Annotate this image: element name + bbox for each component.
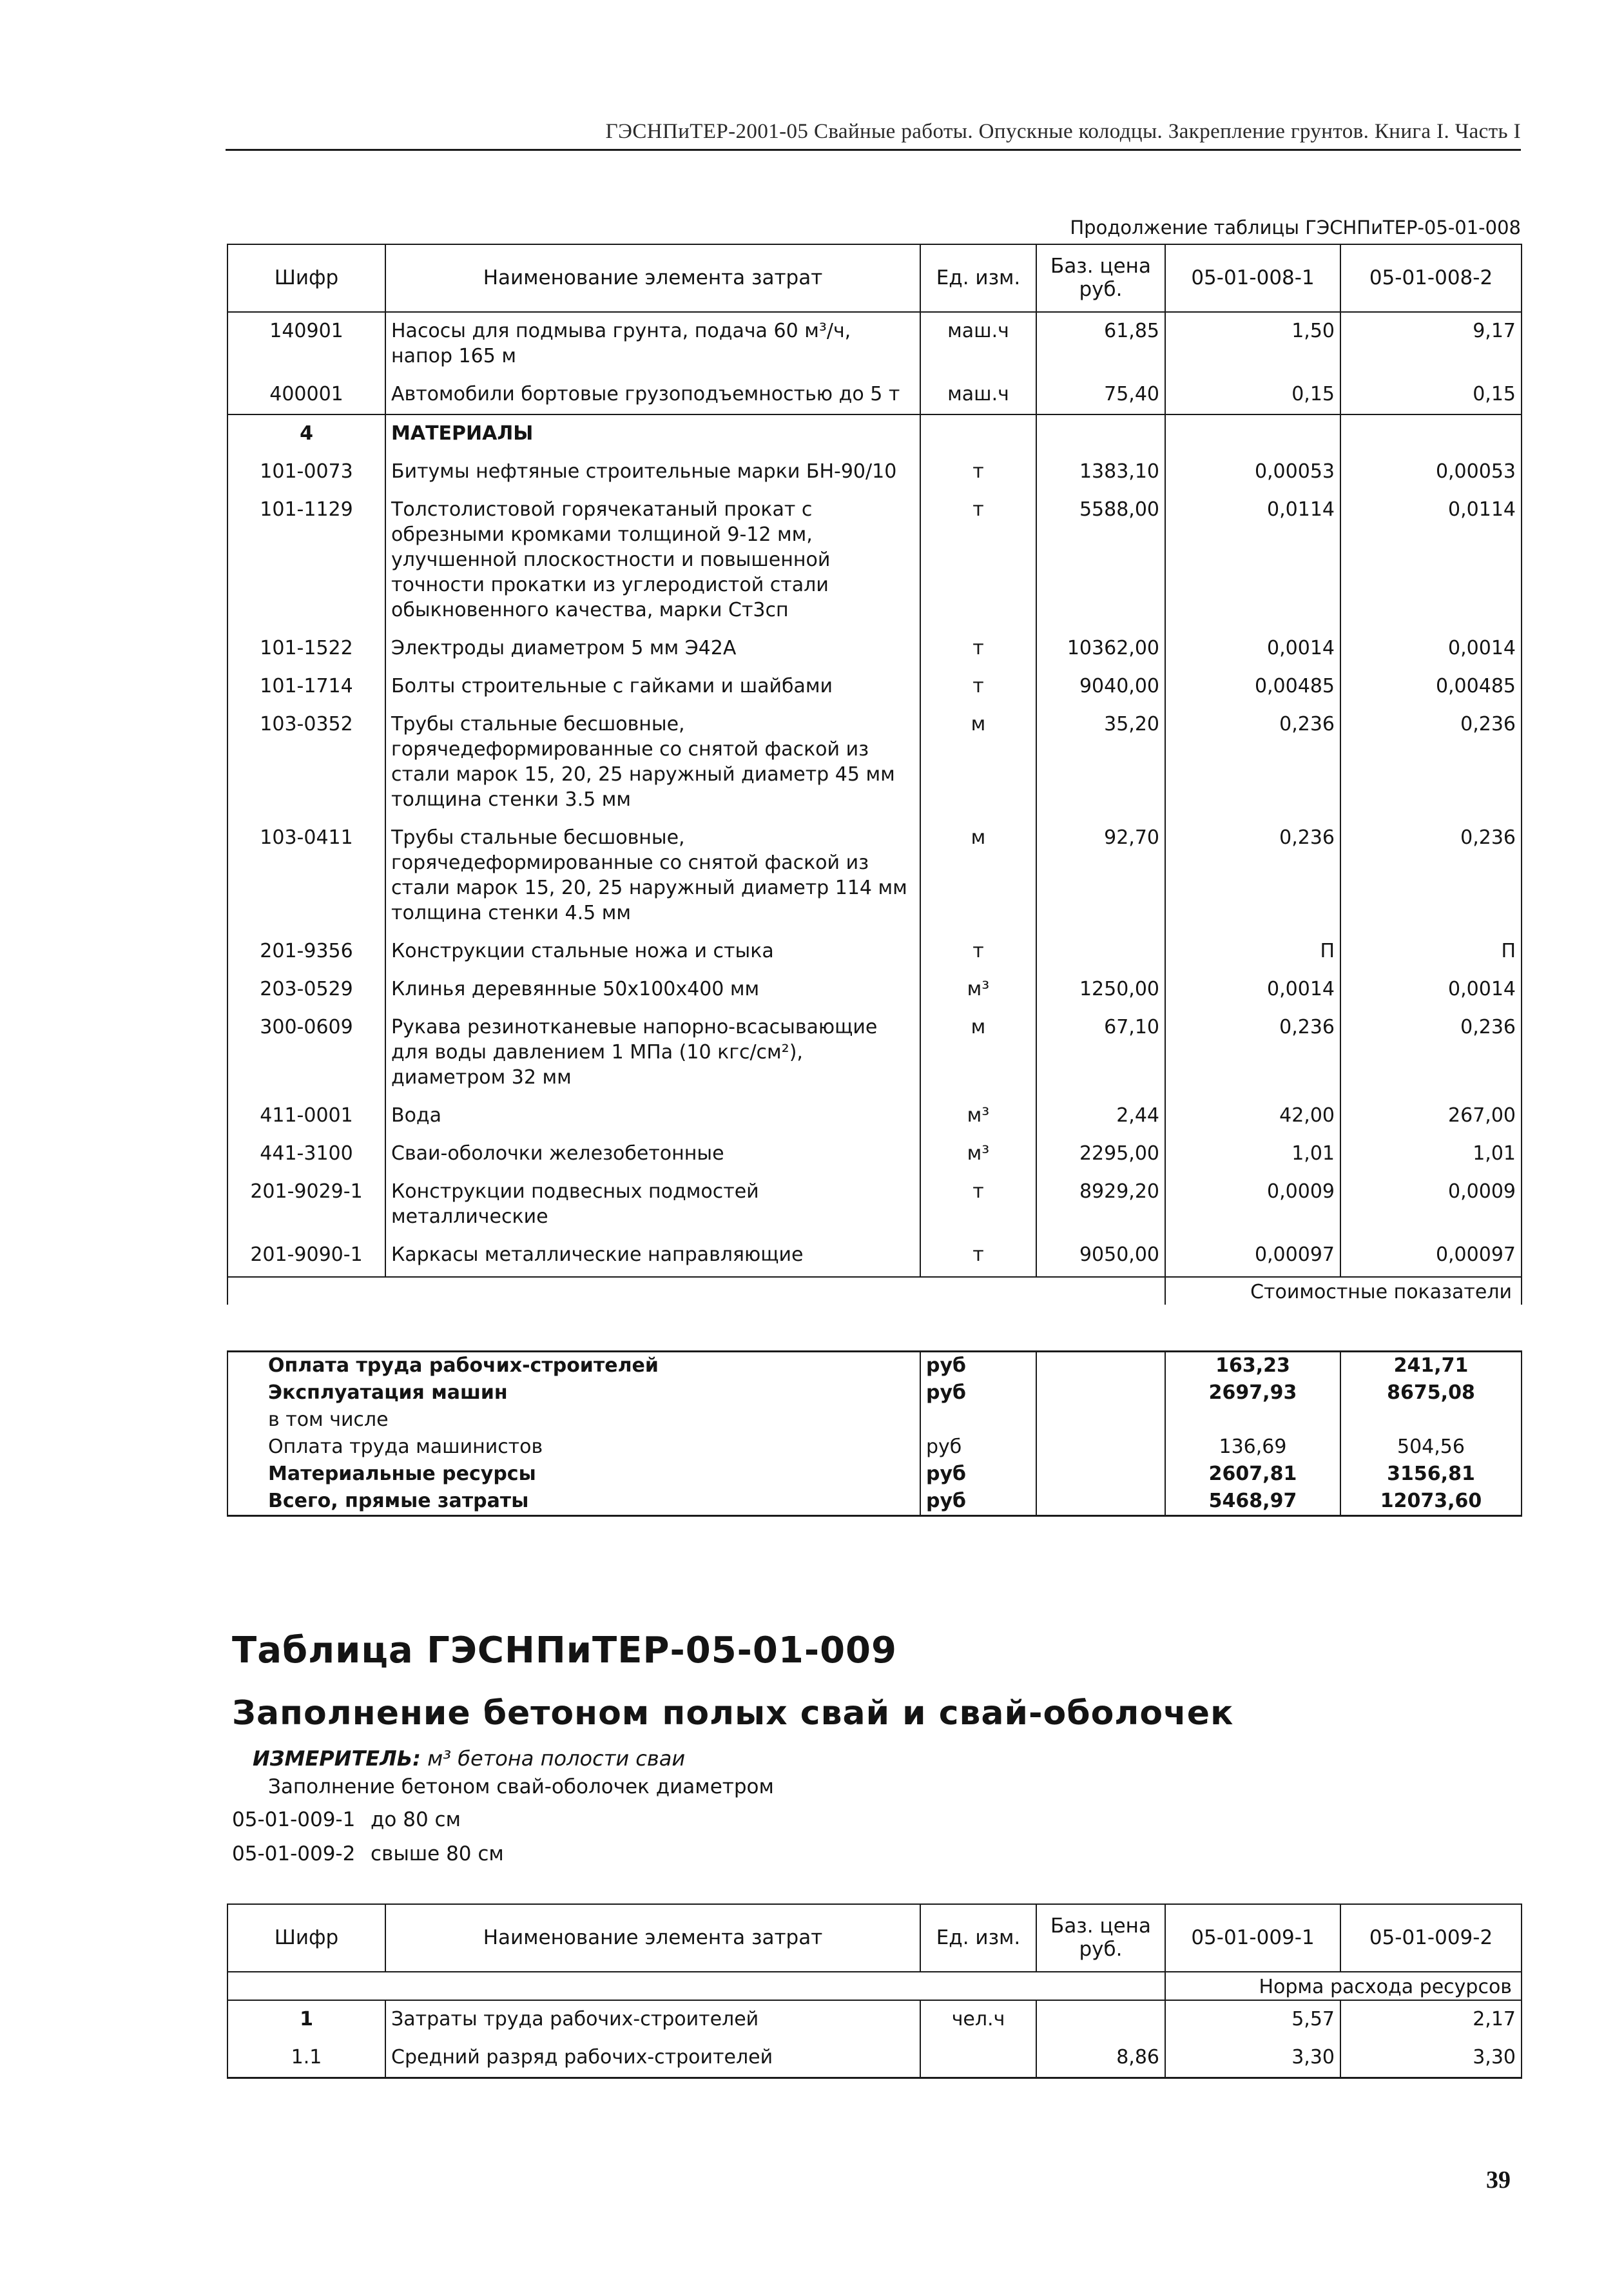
row-unit: м³	[920, 1135, 1036, 1173]
summary-row	[227, 1434, 1522, 1461]
row-value-2: 9,17	[1340, 312, 1522, 376]
row-name: Вода	[385, 1097, 920, 1135]
row-price	[1036, 414, 1165, 453]
row-value-2: 0,236	[1340, 706, 1522, 819]
row-unit: т	[920, 453, 1036, 491]
row-unit	[920, 414, 1036, 453]
summary-value-1: 163,23	[1165, 1352, 1340, 1380]
table-row	[227, 453, 1522, 491]
summary-spacer	[1036, 1434, 1165, 1461]
summary-value-1: 5468,97	[1165, 1488, 1340, 1516]
row-price: 1383,10	[1036, 453, 1165, 491]
row-value-1: 3,30	[1165, 2039, 1340, 2078]
table-row	[227, 630, 1522, 668]
row-unit: м	[920, 706, 1036, 819]
column-header: Шифр	[227, 1904, 385, 1972]
row-code: 441-3100	[227, 1135, 385, 1173]
row-value-1: 0,236	[1165, 1009, 1340, 1097]
row-code: 300-0609	[227, 1009, 385, 1097]
row-code: 201-9090-1	[227, 1236, 385, 1277]
row-unit: т	[920, 668, 1036, 706]
row-value-1: 0,00097	[1165, 1236, 1340, 1277]
row-code: 101-1714	[227, 668, 385, 706]
summary-value-2: 12073,60	[1340, 1488, 1522, 1516]
row-value-2: 0,00053	[1340, 453, 1522, 491]
summary-label: Всего, прямые затраты	[227, 1488, 920, 1516]
summary-label: Материальные ресурсы	[227, 1461, 920, 1488]
row-price: 92,70	[1036, 819, 1165, 933]
table-row	[227, 1009, 1522, 1097]
row-name: Затраты труда рабочих-строителей	[385, 2000, 920, 2039]
row-code: 101-1522	[227, 630, 385, 668]
column-header: 05-01-008-1	[1165, 244, 1340, 312]
row-name: Конструкции подвесных подмостей металлические	[385, 1173, 920, 1236]
column-header: Шифр	[227, 244, 385, 312]
row-value-2: 2,17	[1340, 2000, 1522, 2039]
row-value-1: П	[1165, 933, 1340, 971]
option-text: свыше 80 см	[371, 1842, 504, 1865]
row-code: 140901	[227, 312, 385, 376]
measure-line	[253, 1746, 685, 1771]
row-unit	[920, 2039, 1036, 2078]
row-code: 400001	[227, 376, 385, 414]
caption-spacer	[227, 1277, 1165, 1305]
row-value-1: 0,00485	[1165, 668, 1340, 706]
row-code: 201-9029-1	[227, 1173, 385, 1236]
row-unit: т	[920, 1236, 1036, 1277]
summary-value-2: 241,71	[1340, 1352, 1522, 1380]
summary-unit: руб	[920, 1488, 1036, 1516]
column-header: Наименование элемента затрат	[385, 244, 920, 312]
row-value-2: 0,00485	[1340, 668, 1522, 706]
table-row	[227, 491, 1522, 630]
row-value-2: 0,15	[1340, 376, 1522, 414]
table-title: Таблица ГЭСНПиТЕР-05-01-009	[232, 1630, 897, 1671]
caption-row	[227, 1972, 1522, 2000]
table-row	[227, 414, 1522, 453]
summary-spacer	[1036, 1461, 1165, 1488]
row-price	[1036, 2000, 1165, 2039]
row-name: Толстолистовой горячекатаный прокат с обрезными кромками толщиной 9-12 мм, улучшенной плоскостности и повышенной точности прокатки из углеродистой стали обыкновенного качества, марки Ст3сп	[385, 491, 920, 630]
row-unit: т	[920, 933, 1036, 971]
option-line	[232, 1808, 461, 1831]
column-header: Баз. цена руб.	[1036, 244, 1165, 312]
row-code: 103-0411	[227, 819, 385, 933]
summary-value-1: 2697,93	[1165, 1379, 1340, 1407]
row-value-1: 0,0114	[1165, 491, 1340, 630]
row-price: 9050,00	[1036, 1236, 1165, 1277]
cost-summary-table	[227, 1350, 1522, 1517]
row-price: 1250,00	[1036, 971, 1165, 1009]
summary-spacer	[1036, 1488, 1165, 1516]
row-value-1	[1165, 414, 1340, 453]
row-value-2	[1340, 414, 1522, 453]
row-code: 201-9356	[227, 933, 385, 971]
summary-value-2: 8675,08	[1340, 1379, 1522, 1407]
table-row	[227, 819, 1522, 933]
row-value-1: 0,00053	[1165, 453, 1340, 491]
column-header: 05-01-009-1	[1165, 1904, 1340, 1972]
row-name: Трубы стальные бесшовные, горячедеформированные со снятой фаской из стали марок 15, 20, 25 наружный диаметр 114 мм толщина стенки 4.5 мм	[385, 819, 920, 933]
row-value-2: 0,0114	[1340, 491, 1522, 630]
row-value-1: 1,50	[1165, 312, 1340, 376]
row-value-2: П	[1340, 933, 1522, 971]
row-value-2: 3,30	[1340, 2039, 1522, 2078]
row-value-1: 0,236	[1165, 706, 1340, 819]
table-header-row	[227, 244, 1522, 312]
summary-value-2	[1340, 1407, 1522, 1434]
table-row	[227, 376, 1522, 414]
cost-caption: Стоимостные показатели	[1165, 1277, 1522, 1305]
summary-unit: руб	[920, 1461, 1036, 1488]
row-code: 411-0001	[227, 1097, 385, 1135]
row-value-2: 1,01	[1340, 1135, 1522, 1173]
table-row	[227, 1135, 1522, 1173]
summary-value-1	[1165, 1407, 1340, 1434]
column-header: 05-01-009-2	[1340, 1904, 1522, 1972]
row-code: 1	[227, 2000, 385, 2039]
row-name: Средний разряд рабочих-строителей	[385, 2039, 920, 2078]
column-header: 05-01-008-2	[1340, 244, 1522, 312]
summary-row	[227, 1488, 1522, 1516]
row-price: 2295,00	[1036, 1135, 1165, 1173]
table-row	[227, 1236, 1522, 1277]
summary-unit: руб	[920, 1352, 1036, 1380]
row-unit: м³	[920, 971, 1036, 1009]
row-unit: м	[920, 1009, 1036, 1097]
row-unit: т	[920, 630, 1036, 668]
row-value-2: 0,0014	[1340, 630, 1522, 668]
column-header: Ед. изм.	[920, 244, 1036, 312]
measure-label: ИЗМЕРИТЕЛЬ:	[253, 1746, 421, 1771]
row-name: Болты строительные с гайками и шайбами	[385, 668, 920, 706]
norm-caption: Норма расхода ресурсов	[1165, 1972, 1522, 2000]
summary-label: в том числе	[227, 1407, 920, 1434]
row-code: 4	[227, 414, 385, 453]
row-code: 101-1129	[227, 491, 385, 630]
table-row	[227, 2039, 1522, 2078]
row-price: 8,86	[1036, 2039, 1165, 2078]
summary-spacer	[1036, 1407, 1165, 1434]
table-row	[227, 312, 1522, 376]
row-code: 103-0352	[227, 706, 385, 819]
summary-value-1: 2607,81	[1165, 1461, 1340, 1488]
row-value-2: 267,00	[1340, 1097, 1522, 1135]
resource-table-009	[227, 1903, 1522, 2079]
table-row	[227, 2000, 1522, 2039]
table-row	[227, 1097, 1522, 1135]
row-price: 35,20	[1036, 706, 1165, 819]
row-unit: т	[920, 491, 1036, 630]
row-price: 9040,00	[1036, 668, 1165, 706]
row-price: 75,40	[1036, 376, 1165, 414]
row-code: 203-0529	[227, 971, 385, 1009]
row-unit: т	[920, 1173, 1036, 1236]
column-header: Наименование элемента затрат	[385, 1904, 920, 1972]
summary-label: Эксплуатация машин	[227, 1379, 920, 1407]
row-price: 10362,00	[1036, 630, 1165, 668]
table-subtitle: Заполнение бетоном полых свай и свай-оболочек	[232, 1694, 1234, 1733]
row-value-1: 5,57	[1165, 2000, 1340, 2039]
table-row	[227, 971, 1522, 1009]
table-row	[227, 706, 1522, 819]
row-value-2: 0,236	[1340, 819, 1522, 933]
row-price: 8929,20	[1036, 1173, 1165, 1236]
row-price: 67,10	[1036, 1009, 1165, 1097]
row-price: 5588,00	[1036, 491, 1165, 630]
row-name: Автомобили бортовые грузоподъемностью до 5 т	[385, 376, 920, 414]
row-name: Насосы для подмыва грунта, подача 60 м³/ч, напор 165 м	[385, 312, 920, 376]
row-name: Битумы нефтяные строительные марки БН-90/10	[385, 453, 920, 491]
row-name: Конструкции стальные ножа и стыка	[385, 933, 920, 971]
option-code: 05-01-009-2	[232, 1842, 356, 1865]
row-value-1: 0,236	[1165, 819, 1340, 933]
row-unit: маш.ч	[920, 312, 1036, 376]
row-price: 2,44	[1036, 1097, 1165, 1135]
option-text: до 80 см	[371, 1808, 461, 1831]
row-unit: маш.ч	[920, 376, 1036, 414]
row-name: Электроды диаметром 5 мм Э42А	[385, 630, 920, 668]
row-value-1: 1,01	[1165, 1135, 1340, 1173]
row-price: 61,85	[1036, 312, 1165, 376]
caption-spacer	[227, 1972, 1165, 2000]
row-value-2: 0,0009	[1340, 1173, 1522, 1236]
summary-value-1: 136,69	[1165, 1434, 1340, 1461]
row-value-1: 0,0014	[1165, 971, 1340, 1009]
summary-unit: руб	[920, 1434, 1036, 1461]
row-value-1: 42,00	[1165, 1097, 1340, 1135]
summary-unit: руб	[920, 1379, 1036, 1407]
column-header: Ед. изм.	[920, 1904, 1036, 1972]
row-value-1: 0,0009	[1165, 1173, 1340, 1236]
row-unit: м³	[920, 1097, 1036, 1135]
row-name: Клинья деревянные 50х100х400 мм	[385, 971, 920, 1009]
table-row	[227, 933, 1522, 971]
measure-value: м³ бетона полости сваи	[427, 1746, 686, 1771]
row-value-1: 0,15	[1165, 376, 1340, 414]
row-value-2: 0,0014	[1340, 971, 1522, 1009]
summary-spacer	[1036, 1379, 1165, 1407]
column-header: Баз. цена руб.	[1036, 1904, 1165, 1972]
summary-value-2: 3156,81	[1340, 1461, 1522, 1488]
row-price	[1036, 933, 1165, 971]
row-name: МАТЕРИАЛЫ	[385, 414, 920, 453]
summary-label: Оплата труда машинистов	[227, 1434, 920, 1461]
table-row	[227, 1173, 1522, 1236]
summary-label: Оплата труда рабочих-строителей	[227, 1352, 920, 1380]
row-value-2: 0,00097	[1340, 1236, 1522, 1277]
page-header: ГЭСНПиТЕР-2001-05 Свайные работы. Опускные колодцы. Закрепление грунтов. Книга I. Часть I	[226, 120, 1521, 151]
option-line	[232, 1842, 504, 1865]
summary-row	[227, 1461, 1522, 1488]
table-row	[227, 668, 1522, 706]
row-name: Рукава резинотканевые напорно-всасывающие для воды давлением 1 МПа (10 кгс/см²), диаметром 32 мм	[385, 1009, 920, 1097]
row-name: Трубы стальные бесшовные, горячедеформированные со снятой фаской из стали марок 15, 20, 25 наружный диаметр 45 мм толщина стенки 3.5 мм	[385, 706, 920, 819]
row-code: 101-0073	[227, 453, 385, 491]
row-name: Сваи-оболочки железобетонные	[385, 1135, 920, 1173]
row-value-2: 0,236	[1340, 1009, 1522, 1097]
summary-row	[227, 1352, 1522, 1380]
row-value-1: 0,0014	[1165, 630, 1340, 668]
row-code: 1.1	[227, 2039, 385, 2078]
summary-row	[227, 1407, 1522, 1434]
summary-unit	[920, 1407, 1036, 1434]
row-unit: чел.ч	[920, 2000, 1036, 2039]
page-number: 39	[1486, 2166, 1511, 2194]
row-unit: м	[920, 819, 1036, 933]
resource-table-008	[227, 244, 1522, 1305]
option-code: 05-01-009-1	[232, 1808, 356, 1831]
continuation-caption: Продолжение таблицы ГЭСНПиТЕР-05-01-008	[1070, 217, 1521, 239]
row-name: Каркасы металлические направляющие	[385, 1236, 920, 1277]
table-header-row	[227, 1904, 1522, 1972]
summary-spacer	[1036, 1352, 1165, 1380]
summary-row	[227, 1379, 1522, 1407]
summary-value-2: 504,56	[1340, 1434, 1522, 1461]
caption-row	[227, 1277, 1522, 1305]
intro-text: Заполнение бетоном свай-оболочек диаметром	[268, 1775, 774, 1798]
